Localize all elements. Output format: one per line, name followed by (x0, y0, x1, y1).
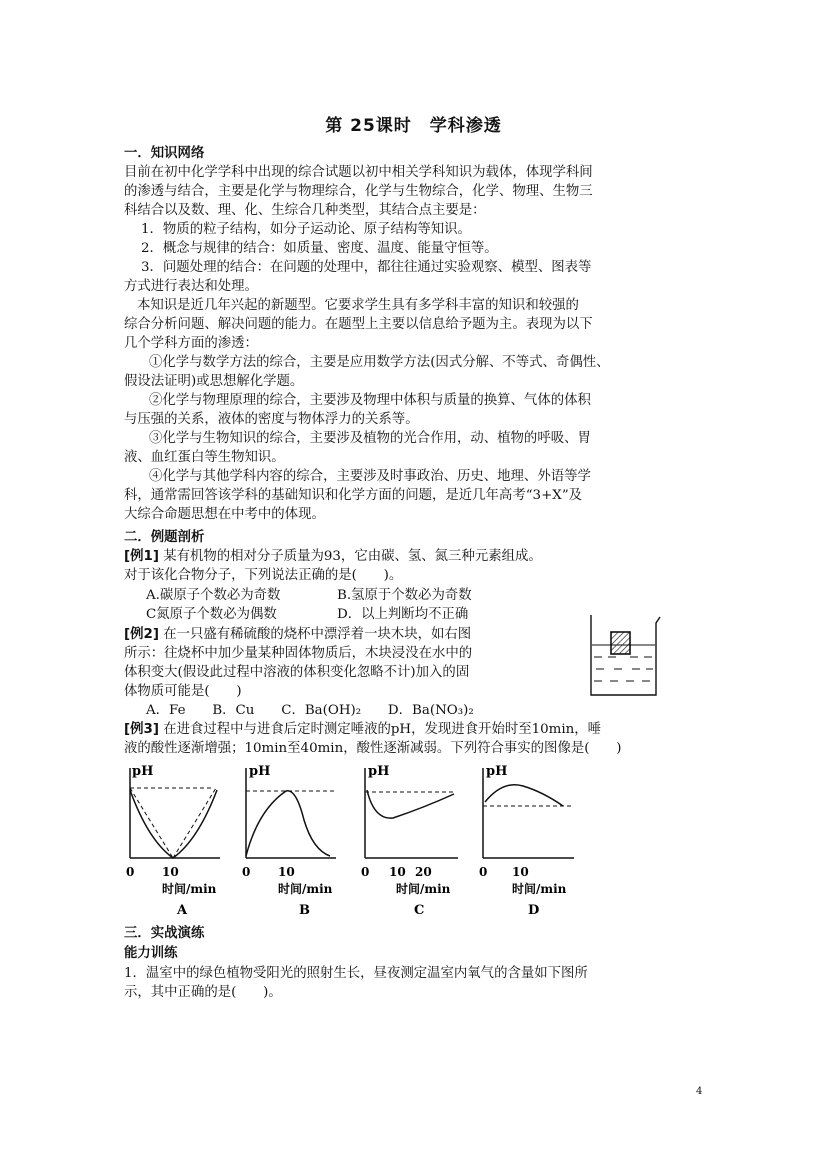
example1-option-c: C氮原子个数必为偶数 (146, 607, 277, 622)
graph-a-label: A (177, 903, 188, 918)
example1-label: [例1] (124, 549, 159, 564)
example1-option-d: D．以上判断均不正确 (337, 607, 469, 622)
graph-c-xlabel: 时间/min (396, 882, 451, 896)
paragraph-line: 科结合以及数、理、化、生综合几种类型，其结合点主要是： (124, 203, 486, 218)
graph-d-ylabel: pH (486, 764, 508, 779)
graph-a-ten: 10 (162, 865, 179, 879)
example2-line (124, 626, 471, 643)
paragraph-line: 大综合命题思想在中考中的体现。 (124, 507, 325, 522)
example1-text: 某有机物的相对分子质量为93，它由碳、氢、氮三种元素组成。 (158, 549, 542, 564)
beaker-figure (586, 613, 662, 699)
graph-d-xlabel: 时间/min (512, 882, 567, 896)
paragraph-line: 液、血红蛋白等生物知识。 (124, 450, 285, 465)
paragraph-line: 2．概念与规律的结合：如质量、密度、温度、能量守恒等。 (141, 241, 498, 256)
paragraph-line: 1．物质的粒子结构，如分子运动论、原子结构等知识。 (141, 222, 471, 237)
graph-c-twenty: 20 (415, 865, 432, 879)
graph-c-ten: 10 (389, 865, 406, 879)
graph-b-zero: 0 (242, 865, 251, 879)
paragraph-line: 目前在初中化学学科中出现的综合试题以初中相关学科知识为载体，体现学科间 (124, 165, 593, 180)
section-heading-practice: 三．实战演练 (124, 926, 205, 941)
example3-text: 在进食过程中与进食后定时测定唾液的pH，发现进食开始时至10min，唾 (158, 722, 602, 737)
paragraph-line: 方式进行表达和处理。 (124, 279, 258, 294)
graph-b-ylabel: pH (249, 764, 271, 779)
wood-block (611, 632, 630, 654)
graph-a-xlabel: 时间/min (162, 882, 217, 896)
example1-option-b: B.氢原于个数必为奇数 (337, 588, 472, 603)
example2-line: 体积变大(假设此过程中溶液的体积变化忽略不计)加入的固 (124, 665, 470, 680)
graph-a-zero: 0 (126, 865, 135, 879)
paragraph-line: ④化学与其他学科内容的综合，主要涉及时事政治、历史、地理、外语等学 (149, 469, 591, 484)
example3-line (124, 721, 601, 738)
graph-b-label: B (299, 903, 310, 918)
graph-d-label: D (528, 903, 540, 918)
graph-a (126, 764, 220, 918)
question1-line: 1．温室中的绿色植物受阳光的照射生长，昼夜测定温室内氧气的含量如下图所 (124, 966, 588, 981)
example2-options: A．Fe B．Cu C．Ba(OH)₂ D．Ba(NO₃)₂ (146, 703, 474, 718)
example1-question: 对于该化合物分子，下列说法正确的是( )。 (124, 568, 403, 583)
paragraph-line: 几个学科方面的渗透： (124, 336, 258, 351)
paragraph-line: ②化学与物理原理的综合，主要涉及物理中体积与质量的换算、气体的体积 (149, 393, 591, 408)
example1-line (124, 548, 542, 565)
graph-b (242, 764, 336, 918)
graph-c (361, 764, 458, 918)
graph-d-zero: 0 (479, 865, 488, 879)
page-number: 4 (696, 1086, 703, 1097)
graph-c-label: C (414, 903, 425, 918)
section-heading-knowledge: 一．知识网络 (124, 146, 205, 161)
ph-graphs (118, 760, 588, 918)
paragraph-line: 综合分析问题、解决问题的能力。在题型上主要以信息给予题为主。表现为以下 (124, 317, 593, 332)
paragraph-line: 3．问题处理的结合：在问题的处理中，都往往通过实验观察、模型、图表等 (141, 260, 592, 275)
paragraph-line: ③化学与生物知识的综合，主要涉及植物的光合作用，动、植物的呼吸、胃 (149, 431, 591, 446)
paragraph-line: 本知识是近几年兴起的新题型。它要求学生具有多学科丰富的知识和较强的 (137, 298, 579, 313)
example2-text: 在一只盛有稀硫酸的烧杯中漂浮着一块木块，如右图 (158, 627, 472, 642)
paragraph-line: 与压强的关系，液体的密度与物体浮力的关系等。 (124, 412, 419, 427)
section-heading-examples: 二．例题剖析 (124, 530, 205, 545)
paragraph-line: 的渗透与结合，主要是化学与物理综合，化学与生物综合，化学、物理、生物三 (124, 184, 593, 199)
graph-c-ylabel: pH (368, 764, 390, 779)
example2-label: [例2] (124, 627, 159, 642)
graph-d-ten: 10 (512, 865, 529, 879)
graph-d (479, 764, 574, 918)
example3-label: [例3] (124, 722, 159, 737)
graph-b-xlabel: 时间/min (278, 882, 333, 896)
example1-option-a: A.碳原子个数必为奇数 (146, 588, 281, 603)
paragraph-line: ①化学与数学方法的综合，主要是应用数学方法(因式分解、不等式、奇偶性、 (149, 355, 610, 370)
graph-b-ten: 10 (278, 865, 295, 879)
example2-line: 所示：往烧杯中加少量某种固体物质后，木块浸没在水中的 (124, 646, 473, 661)
beaker-outline (591, 615, 660, 695)
question1-line: 示，其中正确的是( )。 (124, 985, 282, 1000)
paragraph-line: 科，通常需回答该学科的基础知识和化学方面的问题，是近几年高考“3+X”及 (124, 488, 583, 503)
example2-line: 体物质可能是( ) (124, 684, 242, 699)
graph-a-ylabel: pH (132, 764, 154, 779)
paragraph-line: 假设法证明)或思想解化学题。 (124, 374, 304, 389)
subheading-ability: 能力训练 (124, 946, 178, 961)
page-title: 第 25课时 学科渗透 (325, 116, 502, 136)
example3-line: 液的酸性逐渐增强；10min至40min，酸性逐渐减弱。下列符合事实的图像是( ) (124, 741, 622, 756)
graph-c-zero: 0 (361, 865, 370, 879)
